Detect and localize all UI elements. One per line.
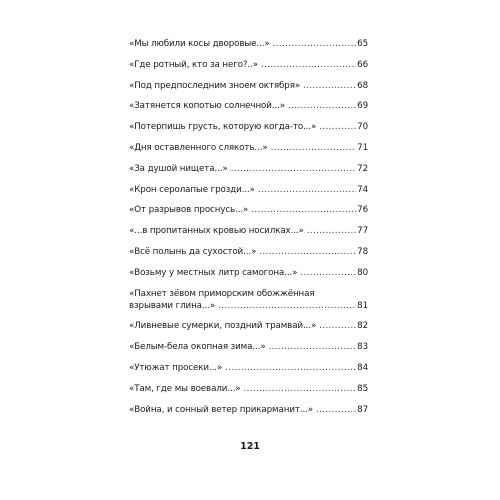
toc-entry-title: «Затянется копотью солнечной...» [129,101,286,112]
dot-leader [259,246,356,258]
toc-entry-page: 71 [357,142,368,153]
dot-leader [319,121,356,133]
toc-entry [129,59,368,71]
toc-entry-title: взрывами глина...» [129,300,216,311]
toc-entry-page: 68 [357,80,368,91]
dot-leader [307,225,356,237]
page-number: 121 [240,441,260,452]
toc-entry-title: «Крон серолапые грозди...» [129,184,255,195]
toc-entry-title: «Война, и сонный ветер прикарманит...» [129,404,314,415]
toc-entry [129,246,368,258]
dot-leader [316,404,356,416]
toc-entry-page: 81 [357,300,368,311]
dot-leader [303,80,356,92]
toc-entry-page: 87 [357,404,368,415]
toc-entry-title: «Под предпоследним зноем октября» [129,80,301,91]
dot-leader [231,163,357,175]
toc-entry-page: 72 [357,163,368,174]
dot-leader [261,59,356,71]
toc-entry-title: «Где ротный, кто за него?..» [129,59,258,70]
toc-entry [129,404,368,416]
toc-entry-title: «Там, где мы воевали...» [129,383,241,394]
toc-entry [129,267,368,279]
toc-entry-title: «Дня оставленного слякоть...» [129,142,268,153]
toc-entry [129,184,368,196]
toc-entry-page: 82 [357,321,368,332]
toc-entry [129,383,368,395]
toc-entry [129,163,368,175]
toc-entry-title: «Белым-бела окопная зима...» [129,342,266,353]
toc-entry [129,320,368,332]
dot-leader [319,320,356,332]
toc-entry [129,362,368,374]
toc-entry-page: 65 [357,39,368,49]
toc-entry [129,204,368,216]
toc-entry-title: «Мы любили косы дворовые...» [129,39,270,49]
toc-entry-page: 78 [357,246,368,257]
toc-entry [129,341,368,353]
dot-leader [258,184,356,196]
dot-leader [300,267,356,279]
toc-entry-title: «Потерпишь грусть, которую когда-то...» [129,122,317,133]
toc-entry-page: 66 [357,59,368,70]
dot-leader [251,204,356,216]
toc-entry-title: «Утюжат просеки...» [129,362,223,373]
toc-entry [129,225,368,237]
toc-entry-title: «За душой нищета...» [129,163,228,174]
toc-entry-title-line1: «Пахнет зёвом приморским обожжённая [129,288,315,299]
dot-leader [225,362,356,374]
dot-leader [288,100,356,112]
toc-entry [129,100,368,112]
toc-entry-page: 74 [357,184,368,195]
dot-leader [273,38,357,50]
dot-leader [218,300,356,312]
toc-entry-title: «...в пропитанных кровью носилках...» [129,226,304,237]
dot-leader [244,383,357,395]
toc-entry-page: 85 [357,383,368,394]
toc-entry [129,142,368,154]
toc-entry-title: «Возьму у местных литр самогона...» [129,267,298,278]
toc-entry [129,288,368,312]
toc-entry-title: «Всё полынь да сухостой...» [129,246,257,257]
toc-entry-page: 83 [357,342,368,353]
toc-entry-page: 80 [357,267,368,278]
toc-entry-title: «Ливневые сумерки, поздний трамвай...» [129,321,317,332]
toc-entry-page: 70 [357,122,368,133]
dot-leader [269,341,357,353]
toc-entry-page: 84 [357,362,368,373]
toc-entry-page: 77 [357,226,368,237]
toc-entry [129,121,368,133]
dot-leader [271,142,357,154]
table-of-contents [129,38,368,424]
toc-entry-page: 69 [357,101,368,112]
toc-entry-title: «От разрывов проснусь...» [129,205,249,216]
toc-entry-page: 76 [357,205,368,216]
toc-entry [129,38,368,50]
toc-entry [129,80,368,92]
